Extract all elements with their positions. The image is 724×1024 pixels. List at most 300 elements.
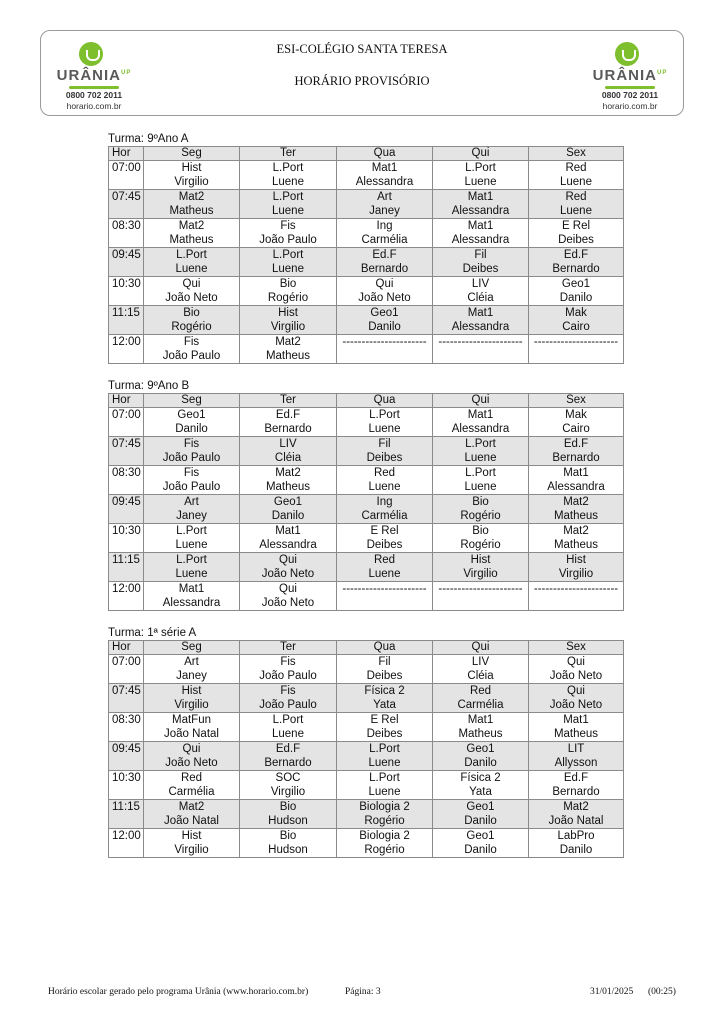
logo-site: horario.com.br (66, 101, 122, 111)
subject: L.Port (369, 743, 400, 755)
column-header: Ter (240, 641, 337, 655)
teacher: Bernardo (360, 263, 409, 275)
subject: Red (565, 162, 587, 174)
logo-site: horario.com.br (602, 101, 658, 111)
teacher: Alessandra (355, 176, 414, 188)
lesson-cell (529, 408, 624, 437)
lesson-cell (433, 553, 529, 582)
lesson-cell (433, 713, 529, 742)
subject: Hist (470, 554, 491, 566)
teacher: Danilo (175, 423, 208, 435)
hour-cell: 12:00 (109, 582, 144, 611)
subject: Geo1 (273, 496, 303, 508)
lesson-cell (529, 800, 624, 829)
teacher: Danilo (559, 844, 593, 856)
turma-block (108, 132, 623, 364)
teacher: João Paulo (259, 699, 317, 711)
lesson-cell (240, 466, 337, 495)
subject: Red (373, 554, 396, 566)
lesson-cell (240, 771, 337, 800)
lesson-cell (433, 655, 529, 684)
lesson-cell (240, 742, 337, 771)
subject: Red (565, 191, 587, 203)
hour-cell: 09:45 (109, 495, 144, 524)
teacher: Danilo (559, 292, 593, 304)
table-row (109, 829, 624, 858)
lesson-cell (240, 248, 337, 277)
teacher: Luene (464, 176, 497, 188)
lesson-cell (433, 829, 529, 858)
teacher: Virgilio (558, 568, 594, 580)
subject: Hist (278, 307, 298, 319)
teacher: Deibes (462, 263, 499, 275)
logo-brand: URÂNIA (56, 67, 121, 84)
subject: Qui (279, 554, 297, 566)
lesson-cell (240, 277, 337, 306)
hour-cell: 10:30 (109, 771, 144, 800)
lesson-cell (529, 306, 624, 335)
teacher: Cléia (274, 452, 302, 464)
teacher: Luene (175, 539, 208, 551)
lesson-cell (240, 190, 337, 219)
teacher: Danilo (464, 757, 497, 769)
subject: Mat1 (467, 220, 494, 232)
lesson-cell (144, 553, 240, 582)
hour-cell: 08:30 (109, 466, 144, 495)
teacher: Bernardo (552, 263, 600, 275)
column-header: Seg (144, 394, 240, 408)
table-row (109, 742, 624, 771)
lesson-cell (144, 277, 240, 306)
subject: Hist (181, 162, 202, 174)
subject: Qui (567, 685, 585, 697)
teacher: Allysson (554, 757, 598, 769)
urania-logo-icon (615, 42, 639, 66)
lesson-cell (144, 829, 240, 858)
subject: ---------------------- (533, 336, 619, 348)
urania-logo (585, 40, 675, 110)
hour-cell: 08:30 (109, 713, 144, 742)
teacher: Danilo (368, 321, 401, 333)
lesson-cell (337, 277, 433, 306)
subject: Fil (378, 438, 391, 450)
lesson-cell (529, 437, 624, 466)
hour-cell: 11:15 (109, 306, 144, 335)
lesson-cell (433, 190, 529, 219)
teacher: Luene (560, 176, 592, 188)
hour-cell: 09:45 (109, 248, 144, 277)
column-header: Seg (144, 641, 240, 655)
lesson-cell (240, 553, 337, 582)
lesson-cell (433, 684, 529, 713)
subject: Ed.F (275, 743, 301, 755)
lesson-cell (240, 582, 337, 611)
teacher: Matheus (553, 510, 599, 522)
teacher: Rogério (460, 510, 501, 522)
subject: E Rel (561, 220, 591, 232)
footer-page: Página: 3 (345, 987, 381, 997)
lesson-cell (529, 248, 624, 277)
lesson-cell (337, 713, 433, 742)
teacher: Alessandra (451, 321, 510, 333)
teacher: Luene (368, 568, 401, 580)
subject: Red (180, 772, 203, 784)
logo-phone: 0800 702 2011 (601, 90, 659, 100)
subject: Red (373, 467, 396, 479)
hour-cell: 12:00 (109, 829, 144, 858)
lesson-cell (337, 437, 433, 466)
subject: Art (184, 496, 199, 508)
column-header: Sex (529, 394, 624, 408)
lesson-cell (433, 408, 529, 437)
lesson-cell (240, 437, 337, 466)
teacher: Danilo (464, 815, 497, 827)
teacher: João Natal (164, 728, 219, 740)
lesson-cell (529, 582, 624, 611)
lesson-cell (529, 277, 624, 306)
teacher: Luene (368, 757, 401, 769)
teacher: Cléia (467, 292, 494, 304)
subject: ---------------------- (342, 336, 427, 348)
teacher: Bernardo (552, 452, 600, 464)
teacher: Matheus (553, 728, 599, 740)
column-header: Hor (109, 147, 144, 161)
subject: Mat2 (178, 220, 205, 232)
subject: Geo1 (177, 409, 206, 421)
teacher: Bernardo (264, 423, 312, 435)
table-row (109, 248, 624, 277)
teacher: Virgilio (270, 321, 306, 333)
table-row (109, 408, 624, 437)
hour-cell: 07:00 (109, 655, 144, 684)
subject: LIV (279, 438, 297, 450)
subject: Hist (181, 685, 202, 697)
subject: L.Port (176, 554, 207, 566)
subject: ---------------------- (342, 583, 427, 595)
subject: Mat2 (178, 801, 205, 813)
lesson-cell (337, 306, 433, 335)
teacher: Cairo (562, 321, 590, 333)
lesson-cell (144, 524, 240, 553)
column-header: Hor (109, 394, 144, 408)
subject: Ed.F (563, 772, 589, 784)
lesson-cell (433, 306, 529, 335)
subject: Ed.F (275, 409, 301, 421)
teacher: Alessandra (451, 423, 510, 435)
lesson-cell (240, 524, 337, 553)
schedule-table (108, 640, 624, 858)
lesson-cell (529, 495, 624, 524)
lesson-cell (240, 655, 337, 684)
table-row (109, 306, 624, 335)
lesson-cell (240, 829, 337, 858)
lesson-cell (433, 466, 529, 495)
turma-label: Turma: 1ª série A (108, 627, 197, 639)
subject: L.Port (272, 714, 304, 726)
lesson-cell (240, 800, 337, 829)
subject: Geo1 (466, 743, 495, 755)
teacher: Alessandra (259, 539, 317, 551)
lesson-cell (337, 495, 433, 524)
lesson-cell (240, 408, 337, 437)
lesson-cell (433, 248, 529, 277)
subject: Mak (565, 307, 587, 319)
subject: Qui (375, 278, 394, 290)
table-row (109, 553, 624, 582)
column-header: Sex (529, 641, 624, 655)
turma-block (108, 379, 623, 611)
teacher: Virgilio (270, 786, 306, 798)
table-row (109, 335, 624, 364)
lesson-cell (144, 437, 240, 466)
hour-cell: 10:30 (109, 524, 144, 553)
subject: Art (184, 656, 199, 668)
teacher: Yata (469, 786, 492, 798)
teacher: João Paulo (162, 350, 221, 362)
subject: Hist (566, 554, 586, 566)
subject: Biologia 2 (359, 801, 410, 813)
lesson-cell (433, 437, 529, 466)
column-header: Ter (240, 394, 337, 408)
teacher: Carmélia (361, 234, 408, 246)
teacher: Cairo (562, 423, 590, 435)
teacher: Matheus (553, 539, 599, 551)
logo-swoosh (605, 86, 655, 89)
logo-phone: 0800 702 2011 (65, 90, 123, 100)
lesson-cell (144, 219, 240, 248)
subject: Mat2 (275, 467, 301, 479)
footer-date: 31/01/2025 (590, 987, 634, 997)
subject: Bio (279, 278, 297, 290)
lesson-cell (240, 161, 337, 190)
lesson-cell (529, 190, 624, 219)
subject: Ed.F (563, 249, 589, 261)
lesson-cell (240, 684, 337, 713)
logo-badge: UP (657, 70, 668, 76)
subject: MatFun (172, 714, 211, 726)
lesson-cell (240, 335, 337, 364)
teacher: Hudson (268, 844, 308, 856)
page-header (40, 30, 684, 116)
teacher: Luene (368, 481, 401, 493)
lesson-cell (529, 829, 624, 858)
subject: Mat2 (563, 525, 589, 537)
subject: Fil (474, 249, 487, 261)
lesson-cell (240, 495, 337, 524)
teacher: João Paulo (259, 234, 317, 246)
teacher: João Neto (165, 292, 218, 304)
column-header: Qui (433, 641, 529, 655)
teacher: João Paulo (259, 670, 317, 682)
teacher: Carmélia (361, 510, 408, 522)
teacher: Luene (464, 452, 497, 464)
subject: L.Port (465, 162, 496, 174)
subject: Mat1 (178, 583, 205, 595)
table-row (109, 655, 624, 684)
teacher: Matheus (265, 481, 311, 493)
subject: L.Port (272, 191, 304, 203)
column-header: Qua (337, 147, 433, 161)
subject: Geo1 (561, 278, 591, 290)
teacher: Matheus (169, 205, 214, 217)
lesson-cell (337, 219, 433, 248)
subject: ---------------------- (438, 583, 523, 595)
table-row (109, 800, 624, 829)
lesson-cell (529, 335, 624, 364)
logo-badge: UP (121, 70, 132, 76)
lesson-cell (529, 713, 624, 742)
subject: Fis (183, 438, 200, 450)
hour-cell: 12:00 (109, 335, 144, 364)
hour-cell: 09:45 (109, 742, 144, 771)
column-header: Seg (144, 147, 240, 161)
teacher: Luene (272, 205, 304, 217)
teacher: Rogério (364, 815, 405, 827)
subject: Mat1 (275, 525, 301, 537)
teacher: Rogério (267, 292, 309, 304)
table-header-row (109, 641, 624, 655)
subject: Mat1 (467, 191, 494, 203)
teacher: João Neto (549, 670, 603, 682)
subject: LIT (567, 743, 585, 755)
teacher: Danilo (271, 510, 305, 522)
subject: Qui (182, 278, 201, 290)
subject: Biologia 2 (359, 830, 410, 842)
hour-cell: 08:30 (109, 219, 144, 248)
subject: Geo1 (466, 830, 495, 842)
table-header-row (109, 147, 624, 161)
lesson-cell (529, 219, 624, 248)
lesson-cell (144, 495, 240, 524)
subject: Mat2 (178, 191, 205, 203)
subject: ---------------------- (533, 583, 619, 595)
lesson-cell (337, 684, 433, 713)
column-header: Qua (337, 641, 433, 655)
teacher: Luene (368, 423, 401, 435)
lesson-cell (337, 829, 433, 858)
teacher: Danilo (464, 844, 497, 856)
schedule-table (108, 146, 624, 364)
lesson-cell (337, 248, 433, 277)
lesson-cell (144, 742, 240, 771)
table-row (109, 277, 624, 306)
subject: Qui (567, 656, 585, 668)
table-row (109, 437, 624, 466)
teacher: Deibes (366, 670, 403, 682)
lesson-cell (433, 161, 529, 190)
lesson-cell (529, 161, 624, 190)
teacher: Alessandra (162, 597, 221, 609)
subject: Ing (376, 220, 393, 232)
subject: Hist (181, 830, 202, 842)
subject: Física 2 (364, 685, 405, 697)
subject: Fis (183, 467, 200, 479)
table-row (109, 161, 624, 190)
lesson-cell (337, 524, 433, 553)
lesson-cell (144, 713, 240, 742)
school-name: ESI-COLÉGIO SANTA TERESA (276, 42, 448, 56)
lesson-cell (337, 161, 433, 190)
subject: Red (469, 685, 492, 697)
teacher: João Natal (164, 815, 219, 827)
lesson-cell (144, 684, 240, 713)
teacher: Janey (176, 670, 207, 682)
teacher: Virgilio (174, 176, 209, 188)
lesson-cell (529, 524, 624, 553)
lesson-cell (144, 335, 240, 364)
column-header: Sex (529, 147, 624, 161)
column-header: Qua (337, 394, 433, 408)
lesson-cell (240, 219, 337, 248)
subject: LIV (471, 656, 490, 668)
teacher: Rogério (364, 844, 405, 856)
teacher: Carmélia (457, 699, 504, 711)
teacher: Rogério (171, 321, 212, 333)
subject: E Rel (370, 714, 399, 726)
lesson-cell (433, 742, 529, 771)
subject: ---------------------- (438, 336, 523, 348)
lesson-cell (144, 582, 240, 611)
lesson-cell (337, 190, 433, 219)
teacher: Alessandra (547, 481, 605, 493)
subject: L.Port (272, 249, 304, 261)
table-row (109, 684, 624, 713)
lesson-cell (144, 161, 240, 190)
teacher: Deibes (558, 234, 594, 246)
subject: LIV (471, 278, 490, 290)
lesson-cell (529, 466, 624, 495)
teacher: Bernardo (264, 757, 312, 769)
teacher: João Paulo (162, 452, 221, 464)
teacher: João Paulo (162, 481, 221, 493)
teacher: Deibes (366, 728, 403, 740)
lesson-cell (144, 655, 240, 684)
lesson-cell (337, 582, 433, 611)
teacher: Rogério (460, 539, 501, 551)
teacher: Luene (272, 263, 304, 275)
subject: Bio (183, 307, 200, 319)
teacher: João Neto (358, 292, 411, 304)
table-row (109, 582, 624, 611)
lesson-cell (144, 190, 240, 219)
lesson-cell (433, 335, 529, 364)
hour-cell: 07:00 (109, 408, 144, 437)
subject: Ed.F (563, 438, 589, 450)
subject: Bio (279, 801, 297, 813)
lesson-cell (337, 408, 433, 437)
hour-cell: 11:15 (109, 800, 144, 829)
teacher: Luene (368, 786, 401, 798)
turma-label: Turma: 9ºAno A (108, 133, 189, 145)
subject: Física 2 (460, 772, 501, 784)
subject: Mat1 (563, 714, 589, 726)
subject: Qui (182, 743, 201, 755)
subject: Geo1 (370, 307, 399, 319)
turma-label: Turma: 9ºAno B (108, 380, 190, 392)
lesson-cell (240, 713, 337, 742)
lesson-cell (337, 742, 433, 771)
teacher: Luene (175, 568, 208, 580)
footer-generated: Horário escolar gerado pelo programa Urânia (www.horario.com.br) (48, 987, 309, 997)
lesson-cell (337, 335, 433, 364)
lesson-cell (433, 524, 529, 553)
subject: Bio (279, 830, 297, 842)
hour-cell: 11:15 (109, 553, 144, 582)
subject: L.Port (465, 438, 496, 450)
subject: Mat1 (467, 714, 494, 726)
teacher: Luene (272, 728, 304, 740)
subject: Fis (280, 685, 296, 697)
